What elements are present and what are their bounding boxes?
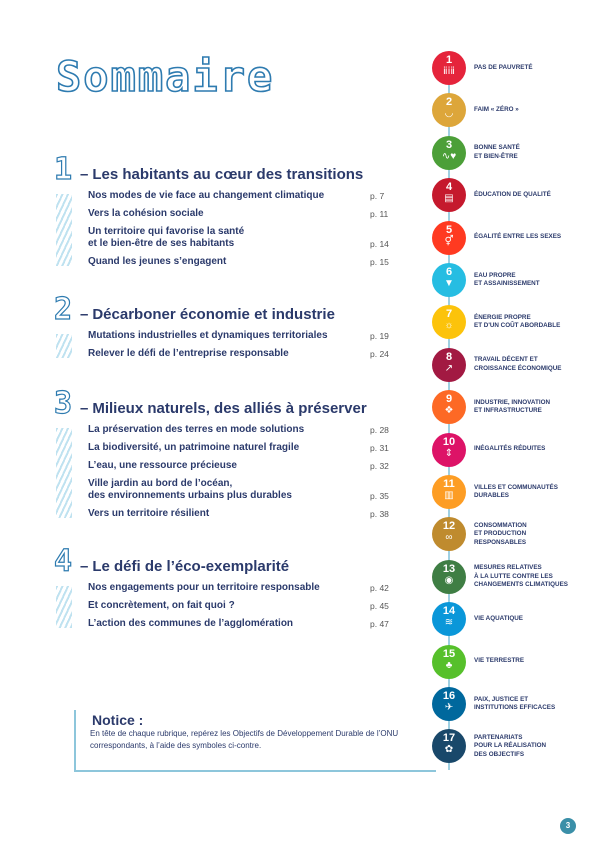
toc-entry[interactable]	[88, 508, 394, 520]
toc-entry-label: Relever le défi de l’entreprise responsable	[88, 348, 289, 359]
notice-box	[74, 710, 436, 772]
hatch-decoration	[56, 194, 72, 266]
toc-entry[interactable]	[88, 460, 394, 472]
gender-icon: ⚥	[444, 235, 454, 247]
sdg-label: PARTENARIATS POUR LA RÉALISATION DES OBJECTIFS	[474, 733, 547, 758]
toc-entry-page: p. 19	[370, 331, 389, 341]
hatch-decoration	[56, 428, 72, 518]
toc-entry-page: p. 28	[370, 425, 389, 435]
sdg-number: 15	[442, 647, 456, 660]
sdg-number: 16	[442, 690, 456, 702]
toc-entry-page: p. 24	[370, 349, 389, 359]
section-header	[54, 386, 394, 421]
toc-entry[interactable]	[88, 478, 394, 502]
book-icon: ▤	[444, 193, 454, 205]
sdg-number: 17	[442, 732, 456, 745]
notice-title: Notice :	[92, 712, 144, 728]
section-number: 1	[54, 152, 73, 187]
section-entries	[54, 582, 394, 630]
sdg-number: 7	[445, 308, 453, 321]
sdg-number: 13	[442, 562, 456, 575]
sdg-label: MESURES RELATIVES À LA LUTTE CONTRE LES CHANGEMENTS CLIMATIQUES	[474, 564, 568, 589]
section-header	[54, 544, 394, 579]
hatch-decoration	[56, 334, 72, 358]
growth-icon: ↗	[444, 362, 454, 374]
sdg-badge-4	[432, 178, 466, 212]
sdg-badge-10	[432, 433, 466, 467]
toc-entry-label: Mutations industrielles et dynamiques territoriales	[88, 330, 328, 341]
sdg-number: 12	[442, 520, 456, 533]
sdg-label: ÉGALITÉ ENTRE LES SEXES	[474, 233, 562, 241]
toc-entry[interactable]	[88, 600, 394, 612]
section-title: – Décarboner économie et industrie	[80, 306, 335, 323]
heartbeat-icon: ∿♥	[441, 150, 457, 162]
toc-entry-page: p. 7	[370, 191, 385, 201]
toc-section-3	[54, 386, 394, 526]
toc-entry[interactable]	[88, 190, 394, 202]
sdg-number: 11	[443, 478, 455, 490]
sdg-label: PAS DE PAUVRETÉ	[474, 63, 533, 71]
toc-entry-label: Nos modes de vie face au changement climatique	[88, 190, 325, 201]
toc-entry[interactable]	[88, 226, 394, 250]
section-title: – Milieux naturels, des alliés à préserver	[80, 400, 367, 417]
toc-entry[interactable]	[88, 208, 394, 220]
toc-entry-page: p. 42	[370, 583, 389, 593]
notice-text: En tête de chaque rubrique, repérez les Objectifs de Développement Durable de l’ONU correspondants, à l’aide des symboles ci-contre.	[90, 729, 399, 750]
sdg-badge-9	[432, 390, 466, 424]
toc-entry[interactable]	[88, 424, 394, 436]
sdg-label: PAIX, JUSTICE ET INSTITUTIONS EFFICACES	[474, 695, 556, 711]
section-entries	[54, 330, 394, 360]
toc-entry-label: La préservation des terres en mode solutions	[88, 424, 305, 435]
people-icon: ⅱⅰⅱ	[443, 66, 455, 77]
sdg-badge-12	[432, 517, 466, 551]
toc-entry[interactable]	[88, 330, 394, 342]
fish-icon: ≋	[444, 617, 454, 629]
toc-section-2	[54, 292, 394, 366]
sdg-label: INDUSTRIE, INNOVATION ET INFRASTRUCTURE	[474, 398, 551, 415]
sdg-badge-8	[432, 348, 466, 382]
section-title: – Les habitants au cœur des transitions	[80, 166, 364, 183]
toc-entry[interactable]	[88, 442, 394, 454]
water-icon: ▼	[444, 278, 454, 289]
sdg-label: INÉGALITÉS RÉDUITES	[474, 445, 546, 453]
sdg-label: VIE TERRESTRE	[474, 657, 525, 665]
section-header	[54, 292, 394, 327]
toc-entry-label: Nos engagements pour un territoire responsable	[88, 582, 320, 593]
section-number: 3	[54, 386, 73, 421]
sdg-label: VIE AQUATIQUE	[474, 614, 523, 622]
tree-icon: ♣	[445, 659, 453, 671]
sdg-badge-6	[432, 263, 466, 297]
toc-entry-label: La biodiversité, un patrimoine naturel fragile	[88, 442, 300, 453]
cubes-icon: ❖	[444, 405, 454, 417]
toc-entry-label: Ville jardin au bord de l’océan, des environnements urbains plus durables	[88, 478, 292, 501]
toc-entry[interactable]	[88, 256, 394, 268]
section-entries	[54, 424, 394, 520]
toc-entry-page: p. 11	[370, 209, 389, 219]
page-number: 3	[560, 818, 576, 834]
toc-entry-page: p. 32	[370, 461, 389, 471]
toc-entry-label: L’eau, une ressource précieuse	[88, 460, 237, 471]
sdg-number: 9	[445, 393, 453, 406]
sdg-badge-5	[432, 221, 466, 255]
sdg-badge-3	[432, 136, 466, 170]
sdg-number: 1	[445, 54, 453, 66]
sdg-badge-17	[432, 729, 466, 763]
equal-icon: ⇕	[444, 447, 454, 459]
toc-entry-page: p. 31	[370, 443, 389, 453]
infinity-icon: ∞	[445, 532, 453, 544]
eye-icon: ◉	[444, 574, 454, 586]
toc-entry-page: p. 38	[370, 509, 389, 519]
sdg-label: TRAVAIL DÉCENT ET CROISSANCE ÉCONOMIQUE	[474, 356, 562, 372]
sun-icon: ☼	[444, 320, 454, 332]
sdg-badge-2	[432, 93, 466, 127]
flower-icon: ✿	[444, 744, 454, 756]
sdg-label: ÉDUCATION DE QUALITÉ	[474, 190, 551, 198]
sdg-badge-15	[432, 645, 466, 679]
toc-entry-label: Vers la cohésion sociale	[88, 208, 204, 219]
toc-entry-label: Et concrètement, on fait quoi ?	[88, 600, 235, 611]
section-entries	[54, 190, 394, 268]
toc-entry-page: p. 15	[370, 257, 389, 267]
sdg-badge-7	[432, 305, 466, 339]
sdg-number: 3	[445, 138, 453, 151]
sdg-label: ÉNERGIE PROPRE ET D'UN COÛT ABORDABLE	[474, 313, 561, 330]
section-number: 2	[54, 292, 73, 327]
page-title: Sommaire	[56, 52, 275, 101]
sdg-label: BONNE SANTÉ ET BIEN-ÊTRE	[474, 144, 520, 160]
sdg-label: VILLES ET COMMUNAUTÉS DURABLES	[474, 483, 558, 499]
toc-entry[interactable]	[88, 582, 394, 594]
sdg-badge-1	[432, 51, 466, 85]
section-number: 4	[54, 544, 73, 579]
toc-entry-label: Vers un territoire résilient	[88, 508, 210, 519]
toc-entry-page: p. 14	[370, 239, 389, 249]
city-icon: ▥	[444, 490, 454, 501]
toc-section-4	[54, 544, 394, 636]
toc-entry-page: p. 47	[370, 619, 389, 629]
toc-entry[interactable]	[88, 618, 394, 630]
sdg-label: FAIM « ZÉRO »	[474, 106, 519, 114]
dove-icon: ✈	[444, 702, 454, 713]
sdg-number: 2	[445, 96, 453, 109]
bowl-icon: ◡	[444, 108, 454, 120]
toc-entry-label: Un territoire qui favorise la santé et le bien-être de ses habitants	[88, 226, 245, 249]
hatch-decoration	[56, 586, 72, 628]
toc-entry-page: p. 45	[370, 601, 389, 611]
sdg-number: 5	[445, 223, 453, 236]
sdg-badge-11	[432, 475, 466, 509]
sdg-number: 4	[445, 181, 453, 194]
section-title: – Le défi de l’éco-exemplarité	[80, 558, 290, 575]
sdg-badge-16	[432, 687, 466, 721]
sdg-number: 10	[442, 435, 456, 448]
toc-entry-page: p. 35	[370, 491, 389, 501]
toc-entry[interactable]	[88, 348, 394, 360]
section-header	[54, 152, 394, 187]
sdg-badge-14	[432, 602, 466, 636]
sdg-number: 6	[445, 266, 453, 278]
sdg-label: CONSOMMATION ET PRODUCTION RESPONSABLES	[474, 521, 527, 546]
toc-entry-label: Quand les jeunes s’engagent	[88, 256, 227, 267]
toc-section-1	[54, 152, 394, 274]
sdg-label: EAU PROPRE ET ASSAINISSEMENT	[474, 271, 540, 287]
toc-entry-label: L’action des communes de l’agglomération	[88, 618, 294, 629]
sdg-badge-13	[432, 560, 466, 594]
sdg-number: 8	[445, 350, 453, 363]
sdg-number: 14	[442, 605, 456, 618]
